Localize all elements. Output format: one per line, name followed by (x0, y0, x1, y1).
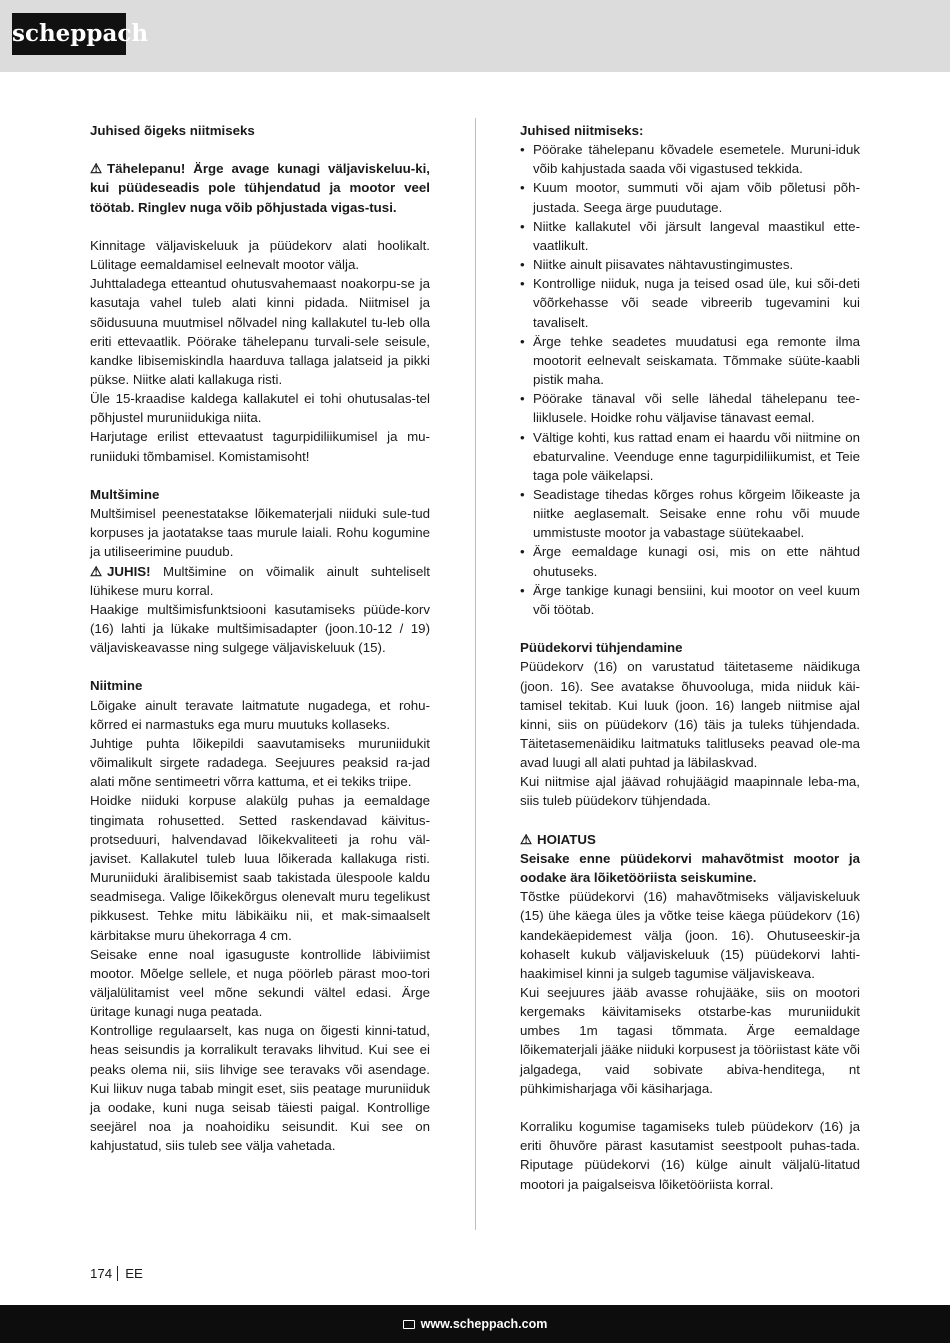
website-text: www.scheppach.com (420, 1317, 548, 1331)
section-title-mowing: Niitmine (90, 678, 143, 694)
paragraph: Multšimisel peenestatakse lõikematerjali niiduki sule-tud korpuses ja jaotatakse taas murule laiali. Rohu kogumine ja utiliseerimine puudub. (90, 506, 430, 560)
warning-triangle-icon: ⚠ (520, 831, 532, 847)
list-item: • Pöörake tänaval või selle lähedal tähelepanu tee-liiklusele. Hoidke rohu väljavise tänavast eemal. (520, 389, 860, 427)
bottom-bar (0, 1305, 950, 1343)
paragraph: Kontrollige regulaarselt, kas nuga on õigesti kinni-tatud, heas seisundis ja korralikult teravaks lihvitud. Kui see ei peaks olema nii, siis lihvige see teravaks või asendage. Kui liikuv nuga tabab mingit eset, siis peatage muruniiduk ja oodake, kuni nuga seisab täiesti paigal. Kontrollige seejärel noa ja noahoidiku seisundit. Kui see on kahjustatud, siis tuleb see välja vahetada. (90, 1023, 430, 1154)
note-label: JUHIS! (107, 563, 151, 579)
scheppach-logo: scheppach (12, 13, 126, 55)
paragraph: Juhtige puhta lõikepildi saavutamiseks muruniidukit võimalikult sirgete radadega. Seejuures peaksid ra-jad alati mõne sentimeetri võrra kattuma, et ei tekiks triipe. (90, 735, 430, 790)
right-column (520, 121, 860, 1194)
section-title-correct-mowing: Juhised õigeks niitmiseks (90, 123, 255, 138)
column-divider (475, 118, 476, 1230)
warning-triangle-icon: ⚠ (90, 563, 102, 579)
warning-text: Seisake enne püüdekorvi mahavõtmist mootor ja oodake ära lõiketööriista seiskumine. (520, 850, 860, 886)
warning-heading (520, 830, 860, 849)
list-item: • Niitke kallakutel või järsult langeval maastikul ette-vaatlikult. (520, 217, 860, 255)
language-code: EE (125, 1266, 143, 1281)
page-header (0, 0, 950, 72)
list-item: • Kontrollige niiduk, nuga ja teised osad üle, kui sõi-deti võõrkehasse või seade vibreerib tugevamini kui tavaliselt. (520, 274, 860, 331)
section-title-emptying-catcher: Püüdekorvi tühjendamine (520, 640, 683, 656)
paragraph: Tõstke püüdekorvi (16) mahavõtmiseks väljaviskeluuk (15) ühe käega üles ja võtke teise käega püüdekorv (16) kandekäepidemest välja (joon. 16). Ohutuseeskir-ja kohaselt kukub väljaviskeluuk (15) püüdekorvi lahti-haakimisel kinni ja sulgeb tagumise väljaviskeava. (520, 889, 860, 981)
warning-paragraph (90, 159, 430, 216)
paragraph: Kui seejuures jääb avasse rohujääke, siis on mootori kergemaks käivitamiseks otstarbe-kas muruniidukit umbes 1m tagasi tõmmata. Ärge eemaldage lõikematerjali jääke niiduki korpusest ja tööriistast käte või jalgadega, vaid sobivate abiva-henditega, nt pühkimisharjaga või käsiharjaga. (520, 985, 860, 1096)
list-item: • Pöörake tähelepanu kõvadele esemetele. Muruni-iduk võib kahjustada saada või vigastused tekkida. (520, 140, 860, 178)
paragraph: Harjutage erilist ettevaatust tagurpidiliikumisel ja mu-runiiduki tõmbamisel. Komistamisoht! (90, 429, 430, 464)
paragraph: Seisake enne noal igasuguste kontrollide läbiviimist mootor. Mõelge sellele, et nuga pöörleb pärast moo-tori väljalülitamist veel mõne sekundi vältel edasi. Ärge üritage kunagi nuga peatada. (90, 946, 430, 1020)
list-item: • Kuum mootor, summuti või ajam võib põletusi põh-justada. Seega ärge puudutage. (520, 178, 860, 216)
monitor-icon (403, 1320, 415, 1329)
page-number: 174 (90, 1266, 113, 1281)
list-item: • Ärge tehke seadetes muudatusi ega remonte ilma mootorit eelnevalt seiskamata. Tõmmake süüte-kaabli pistik maha. (520, 332, 860, 389)
warning-heading-text: HOIATUS (537, 831, 596, 847)
paragraph: Kinnitage väljaviskeluuk ja püüdekorv alati hoolikalt. Lülitage eemaldamisel eelnevalt mootor välja. (90, 237, 430, 273)
list-item: • Ärge tankige kunagi bensiini, kui mootor on veel kuum või töötab. (520, 581, 860, 619)
paragraph: Üle 15-kraadise kaldega kallakutel ei tohi ohutusalas-tel põhjustel muruniidukiga niita. (90, 391, 430, 426)
paragraph: Kui niitmise ajal jäävad rohujäägid maapinnale leba-ma, siis tuleb püüdekorv tühjendada. (520, 774, 860, 809)
list-item: • Vältige kohti, kus rattad enam ei haardu või niitmine on ebaturvaline. Veenduge enne tagurpidiliikumist, et Teie taga pole väikelapsi. (520, 428, 860, 485)
note-text: Multšimine on võimalik ainult suhteliselt lühikese muru korral. (90, 563, 430, 598)
paragraph: Lõigake ainult teravate laitmatute nugadega, et rohu-kõrred ei narmastuks ega muru muutuks kollaseks. (90, 697, 430, 732)
left-column (90, 121, 430, 1155)
warning-text: Tähelepanu! Ärge avage kunagi väljaviskeluu-ki, kui püüdeseadis pole tühjendatud ja mootor veel töötab. Ringlev nuga võib põhjustada vigas-tusi. (90, 161, 430, 215)
section-title-mulching: Multšimine (90, 486, 160, 502)
footer-separator (117, 1266, 118, 1281)
list-item: • Seadistage tihedas kõrges rohus kõrgeim lõikeaste ja niitke aeglasemalt. Seisake enne rohu või muude ummistuste mootor ja vabastage süütekaabel. (520, 485, 860, 542)
paragraph: Hoidke niiduki korpuse alakülg puhas ja eemaldage tingimata rohusetted. Setted raskendavad käivitus-protseduuri, halvendavad lõikekvaliteeti ja rohu väl-javiset. Kallakutel tuleb luua lõikerada kallakuga risti. Muruniiduki äralibisemist saab takistada ülespoole kaldu seadmisega. Valige lõikekõrgus olenevalt muru tegelikust pikkusest. Tehke mitu läbikäiku nii, et mak-simaalselt kärbitakse muru ühekorraga 4 cm. (90, 793, 430, 943)
paragraph: Juhttaladega etteantud ohutusvahemaast noakorpu-se ja kasutaja vahel tuleb alati kinni pidada. Niitmisel ja sõidusuuna muutmisel nõlvadel ning kallakutel tu-leb olla eriti ettevaatlik. Pöörake tähelepanu turvali-sele seisule, kandke libisemiskindla haarduva tallaga jalatseid ja pikki pükse. Niitke alati kallakuga risti. (90, 276, 430, 387)
warning-triangle-icon: ⚠ (90, 161, 102, 177)
paragraph: Püüdekorv (16) on varustatud täitetaseme näidikuga (joon. 16). See avatakse õhuvooluga, mida niiduk käi-tamisel tekitab. Kui luuk (joon. 16) langeb niitmise ajal kinni, siis on püüdekorv (16) täis ja tuleks tühjendada. Täitetasemenäidiku laitmatuks talitluseks peavad ole-ma avad luugi all alati puhtad ja läbilaskvad. (520, 659, 860, 771)
website-link[interactable] (0, 1305, 950, 1343)
list-item: • Ärge eemaldage kunagi osi, mis on ette nähtud ohutuseks. (520, 542, 860, 580)
section-title-mowing-instructions: Juhised niitmiseks: (520, 123, 644, 138)
mulch-note (90, 562, 430, 600)
list-item: • Niitke ainult piisavates nähtavustingimustes. (520, 255, 860, 274)
paragraph: Haakige multšimisfunktsiooni kasutamiseks püüde-korv (16) lahti ja lükake multšimisadapter (joon.10-12 / 19) väljaviskeavasse ning sulgege väljaviskeluuk (15). (90, 601, 430, 656)
instructions-list (520, 140, 860, 619)
page-footer (90, 1265, 143, 1283)
paragraph: Korraliku kogumise tagamiseks tuleb püüdekorv (16) ja eriti õhuvõre pärast kasutamist seestpoolt puhas-tada. Riputage püüdekorvi (16) külge ainult väljalü-litatud mootori ja paigalseisva lõiketööriista korral. (520, 1119, 860, 1192)
